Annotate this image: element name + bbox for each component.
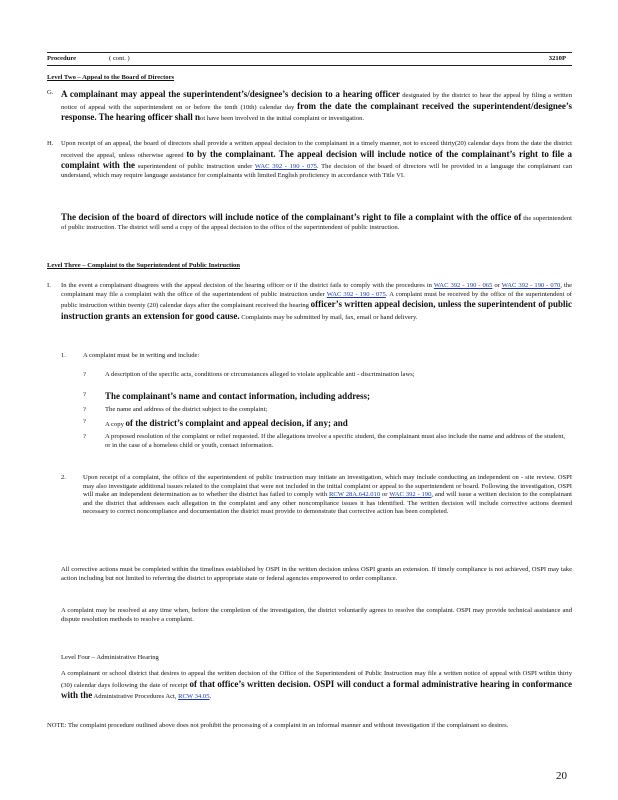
level-four-heading: Level Four – Administrative Hearing [61, 654, 159, 661]
item-h-label: H. [47, 140, 54, 147]
item-h-big-text: to by the complainant. The appeal decision will include notice of the complainant’s right to file a complaint with the [61, 148, 572, 171]
item-g-label: G. [47, 89, 54, 96]
board-decision-text: the superintendent of public instruction. The district will send a copy of the appeal decision to the office of the superintendent of public instruction. [61, 215, 573, 231]
procedure-header [47, 52, 572, 66]
item-g-big-text-2: from the date the complainant received the superintendent/designee’s response. The hearing officer shall n [61, 100, 572, 123]
level-two-heading: Level Two – Appeal to the Board of Directors [47, 74, 175, 81]
item-g-text-2: ot have been involved in the initial complaint or investigation. [200, 115, 365, 123]
page-number: 20 [556, 770, 567, 782]
item-h-text-3: . The decision of the board of directors will be provided in a language the complainant can understand, which may require language assistance for complainants with limited English proficiency in accordance with Title VI. [61, 163, 572, 179]
corrective-actions-paragraph: All corrective actions must be completed within the timelines established by OSPI in the written decision unless OSPI grants an extension. If timely compliance is not achieved, OSPI may take action including but not limited to referring the district to appropriate state or federal agencies empowered to order compliance. [61, 566, 572, 582]
bullet-4-body [105, 418, 572, 430]
item-i-text-4: . A complaint must be received by the office of the superintendent of public instruction within twenty (20) calendar days after the complainant received the hearing [61, 290, 572, 310]
level-four-text: A complainant or school district that desires to appeal the written decision of the Office of the Superintendent of Public Instruction may file a written notice of appeal with OSPI within thirty (30) calendar days following the date of receipt [61, 670, 572, 689]
level-four-text-3: . [209, 693, 212, 701]
rcw-28a-642-010-link[interactable]: RCW 28A.642.010 [328, 491, 381, 499]
item-g-text: designated by the district to hear the appeal by filing a written notice of appeal with the superintendent on or before the tenth (10th) calendar day [61, 92, 572, 111]
item-i-body [61, 282, 572, 322]
item-g-body [61, 89, 572, 124]
bullet-4-text: of the district’s complaint and appeal decision, if any; and [125, 418, 348, 428]
item-2-body [83, 474, 572, 517]
item-g-big-text: A complainant may appeal the superintendent’s/designee’s decision to a hearing officer [61, 89, 401, 99]
wac-392-190-065-link[interactable]: WAC 392 - 190 - 065 [433, 282, 493, 289]
level-four-big-text: of that office’s written decision. OSPI will conduct a formal administrative hearing in conformance with the [61, 678, 572, 701]
resolution-paragraph: A complaint may be resolved at any time when, before the completion of the investigation, the district voluntarily agrees to resolve the complaint. OSPI may provide technical assistance and dispute resolution methods to resolve a complaint. [61, 607, 572, 623]
board-decision-big-text: The decision of the board of directors will include notice of the complainant’s right to file a complaint with the office of [61, 212, 522, 222]
wac-392-190-075-link-2[interactable]: WAC 392 - 190 - 075 [326, 290, 386, 298]
bullet-1-text: A description of the specific acts, conditions or circumstances alleged to violate applicable anti - discrimination laws; [105, 371, 415, 378]
wac-392-190-075-link[interactable]: WAC 392 - 190 - 075 [254, 163, 317, 171]
bullet-5-text: A proposed resolution of the complaint or relief requested. If the allegations involve a specific student, the complainant must also include the name and address of the student, or in the case of a homeless child or youth, contact information. [105, 433, 565, 449]
item-h-text-2: superintendent of public instruction under [135, 163, 255, 171]
item-i-text-3: , the complainant may file a complaint with the office of the superintendent of public instruction under [61, 282, 573, 298]
level-four-text-2: Administrative Procedures Act, [92, 693, 179, 701]
item-h-text: Upon receipt of an appeal, the board of directors shall provide a written appeal decision to the complainant in a timely manner, not to exceed thirty(20) calendar days from the date the district received the appeal, unless otherwise agreed [61, 140, 572, 159]
wac-392-190-link[interactable]: WAC 392 - 190 [389, 491, 432, 499]
bullet-2-mark: ? [83, 391, 86, 398]
bullet-4-mark: ? [83, 418, 86, 425]
item-2-label: 2. [61, 474, 66, 481]
procedure-label: Procedure [47, 55, 77, 62]
item-2-text-2: or [380, 491, 390, 499]
bullet-3-mark: ? [83, 406, 86, 413]
bullet-4-prefix: A copy [105, 421, 126, 428]
level-three-heading: Level Three – Complaint to the Superintendent of Public Instruction [47, 262, 240, 269]
item-i-text: In the event a complainant disagrees with the appeal decision of the hearing officer or if the district fails to comply with the procedures in [61, 282, 434, 289]
continued-label: ( cont. ) [109, 55, 130, 62]
item-i-big-text: officer’s written appeal decision, unless the superintendent of public instruction grants an extension for good cause. [61, 299, 572, 321]
board-decision-paragraph [61, 212, 572, 232]
bullet-1-mark: ? [83, 371, 86, 378]
bullet-3-text: The name and address of the district subject to the complaint; [105, 406, 268, 413]
rcw-34-05-link[interactable]: RCW 34.05 [178, 693, 210, 701]
item-h-body [61, 140, 572, 180]
item-2-text-3: , and will issue a written decision to the complainant and the district that addresses each allegation in the complaint and any other noncompliance issues it has identified. The written decision will include corrective actions deemed necessary to correct noncompliance and documentation the district must provide to demonstrate that corrective action has been completed. [83, 491, 572, 516]
item-1-text: A complaint must be in writing and include: [83, 352, 200, 359]
bullet-2-text: The complainant’s name and contact information, including address; [105, 391, 371, 401]
bullet-5-mark: ? [83, 433, 86, 440]
level-four-paragraph [61, 670, 572, 702]
item-i-text-2: or [492, 282, 502, 289]
item-i-label: I. [47, 282, 51, 289]
note-paragraph: NOTE: The complaint procedure outlined above does not prohibit the processing of a complaint in an informal manner and without investigation if the complainant so desires. [47, 722, 509, 729]
wac-392-190-070-link[interactable]: WAC 392 - 190 - 070 [501, 282, 561, 289]
item-2-text: Upon receipt of a complaint, the office of the superintendent of public instruction may initiate an investigation, which may include conducting an independent on - site review. OSPI may also investigate additional issues related to the complaint that were not included in the initial complaint or appeal to the superintendent or board. Following the investigation, OSPI will make an independent determination as to whether the district has failed to comply with [83, 474, 572, 499]
procedure-number: 3210P [548, 55, 566, 62]
item-1-label: 1. [61, 352, 66, 359]
item-i-text-5: Complaints may be submitted by mail, fax, email or hand delivery. [239, 313, 418, 321]
